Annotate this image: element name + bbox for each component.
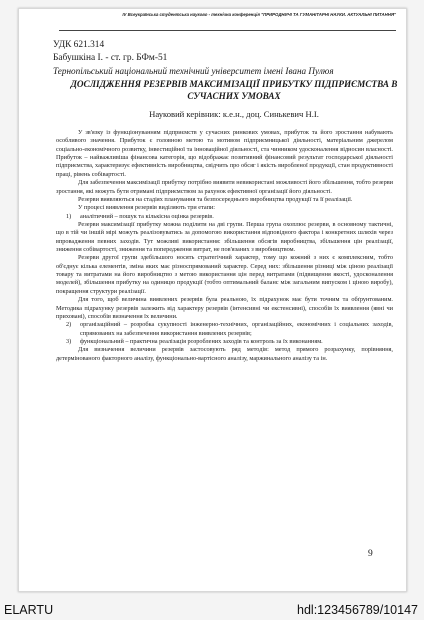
article-body	[56, 129, 393, 363]
conference-running-head: IV Всеукраїнська студентська науково - технічна конференція "ПРИРОДНИЧІ ТА ГУМАНІТАРНІ НАУКИ. АКТУАЛЬНІ ПИТАННЯ"	[122, 12, 396, 17]
list-number: 1)	[66, 212, 72, 220]
document-page	[18, 8, 407, 592]
list-number: 3)	[66, 337, 72, 345]
repository-footer	[0, 602, 424, 620]
paragraph: Для забезпечення максимізації прибутку потрібно виявити невикористані можливості його збільшення, тобто резерви зростання, які можуть бути отримані підприємством за рахунок ефективної організації його діяльності.	[56, 179, 393, 195]
header-rule	[59, 30, 396, 31]
list-item	[56, 213, 393, 221]
list-item	[56, 338, 393, 346]
paragraph: Резерви другої групи здебільшого носять стратегічний характер, тому що кожний з них є комплексним, тобто об'єднує кілька елементів, зміна яких має різноспрямований характер. Серед них: збільшення різниці між ціною реалізації товару та витратами на його виробництво з метою використання цін перед витратами (підвищення якості, удосконалення моделей), збільшення прибутку на одиницю продукції (тобто оптимальний баланс між загальним випуском і ціною виробу), покращення структури реалізації.	[56, 254, 393, 295]
repository-name: ELARTU	[4, 603, 54, 617]
paragraph: У зв'язку із функціонуванням підприємств у сучасних ринкових умовах, прибуток та його зростання набувають особливого значення. Прибуток є головною метою та мотивом підприємницької діяльності, матеріальним джерелом соціально-економічного розвитку, інвестиційної та інноваційної діяльності, ста чинником удосконалення відносин власності. Прибуток – найважливіша фінансова категорія, що відображає позитивний фінансовий результат господарської діяльності підприємства, характеризує ефективність виробництва, свідчить про обсяг і якість виробленої продукції, стан продуктивності праці, рівень собівартості.	[56, 129, 393, 178]
paper-title: ДОСЛІДЖЕННЯ РЕЗЕРВІВ МАКСИМІЗАЦІЇ ПРИБУТКУ ПІДПРИЄМСТВА В СУЧАСНИХ УМОВАХ	[70, 79, 398, 101]
affiliation-line: Тернопільський національний технічний університет імені Івана Пулюя	[53, 66, 334, 76]
list-item	[56, 321, 393, 338]
page-number: 9	[368, 549, 373, 559]
supervisor-line: Науковий керівник: к.е.н., доц. Синькевич Н.І.	[149, 109, 319, 119]
paragraph: Резерви максимізації прибутку можна поділити на дві групи. Перша група охоплює резерви, в основному тактичні, що в тій чи іншій мірі можуть реалізовуватись за допомогою використання відповідного фактора і конкретних шляхів через впровадження певних заходів. Тут можливі використання: збільшення обсягів виробництва, збільшення цін реалізації, зниження собівартості, зниження та попередження витрат, не пов'язаних з виробництвом.	[56, 220, 393, 254]
list-text: функціональний – практична реалізація розроблених заходів та контроль за їх виконанням.	[80, 337, 323, 345]
paragraph: Резерви виявляються на стадіях планування та безпосереднього виробництва продукції та її реалізації.	[78, 195, 353, 203]
handle-identifier: hdl:123456789/10147	[297, 603, 418, 617]
paragraph: Для того, щоб величина виявлених резервів була реальною, їх підрахунок має бути точним та обґрунтованим. Методика підрахунку резервів залежить від характеру резервів (інтенсивні чи екстенсивні), способів їх виявлення (явні чи приховані), способів визначення їх величини.	[56, 296, 393, 320]
list-text: організаційний – розробка сукупності інженерно-технічних, організаційних, економічних і соціальних заходів, спрямованих на забезпечення використання виявлених резервів;	[80, 321, 393, 337]
paragraph: У процесі виявлення резервів виділяють три етапи:	[78, 204, 216, 212]
list-number: 2)	[66, 321, 72, 329]
author-line: Бабушкіна І. - ст. гр. БФм-51	[53, 53, 168, 63]
udk-code: УДК 621.314	[53, 40, 105, 50]
paragraph: Для визначення величини резервів застосовують ряд методів: метод прямого розрахунку, порівняння, детермінованого факторного аналізу, функціонально-вартісного аналізу, маржинального аналізу та ін.	[56, 346, 393, 362]
list-text: аналітичний – пошук та кількісна оцінка резервів.	[80, 212, 214, 220]
